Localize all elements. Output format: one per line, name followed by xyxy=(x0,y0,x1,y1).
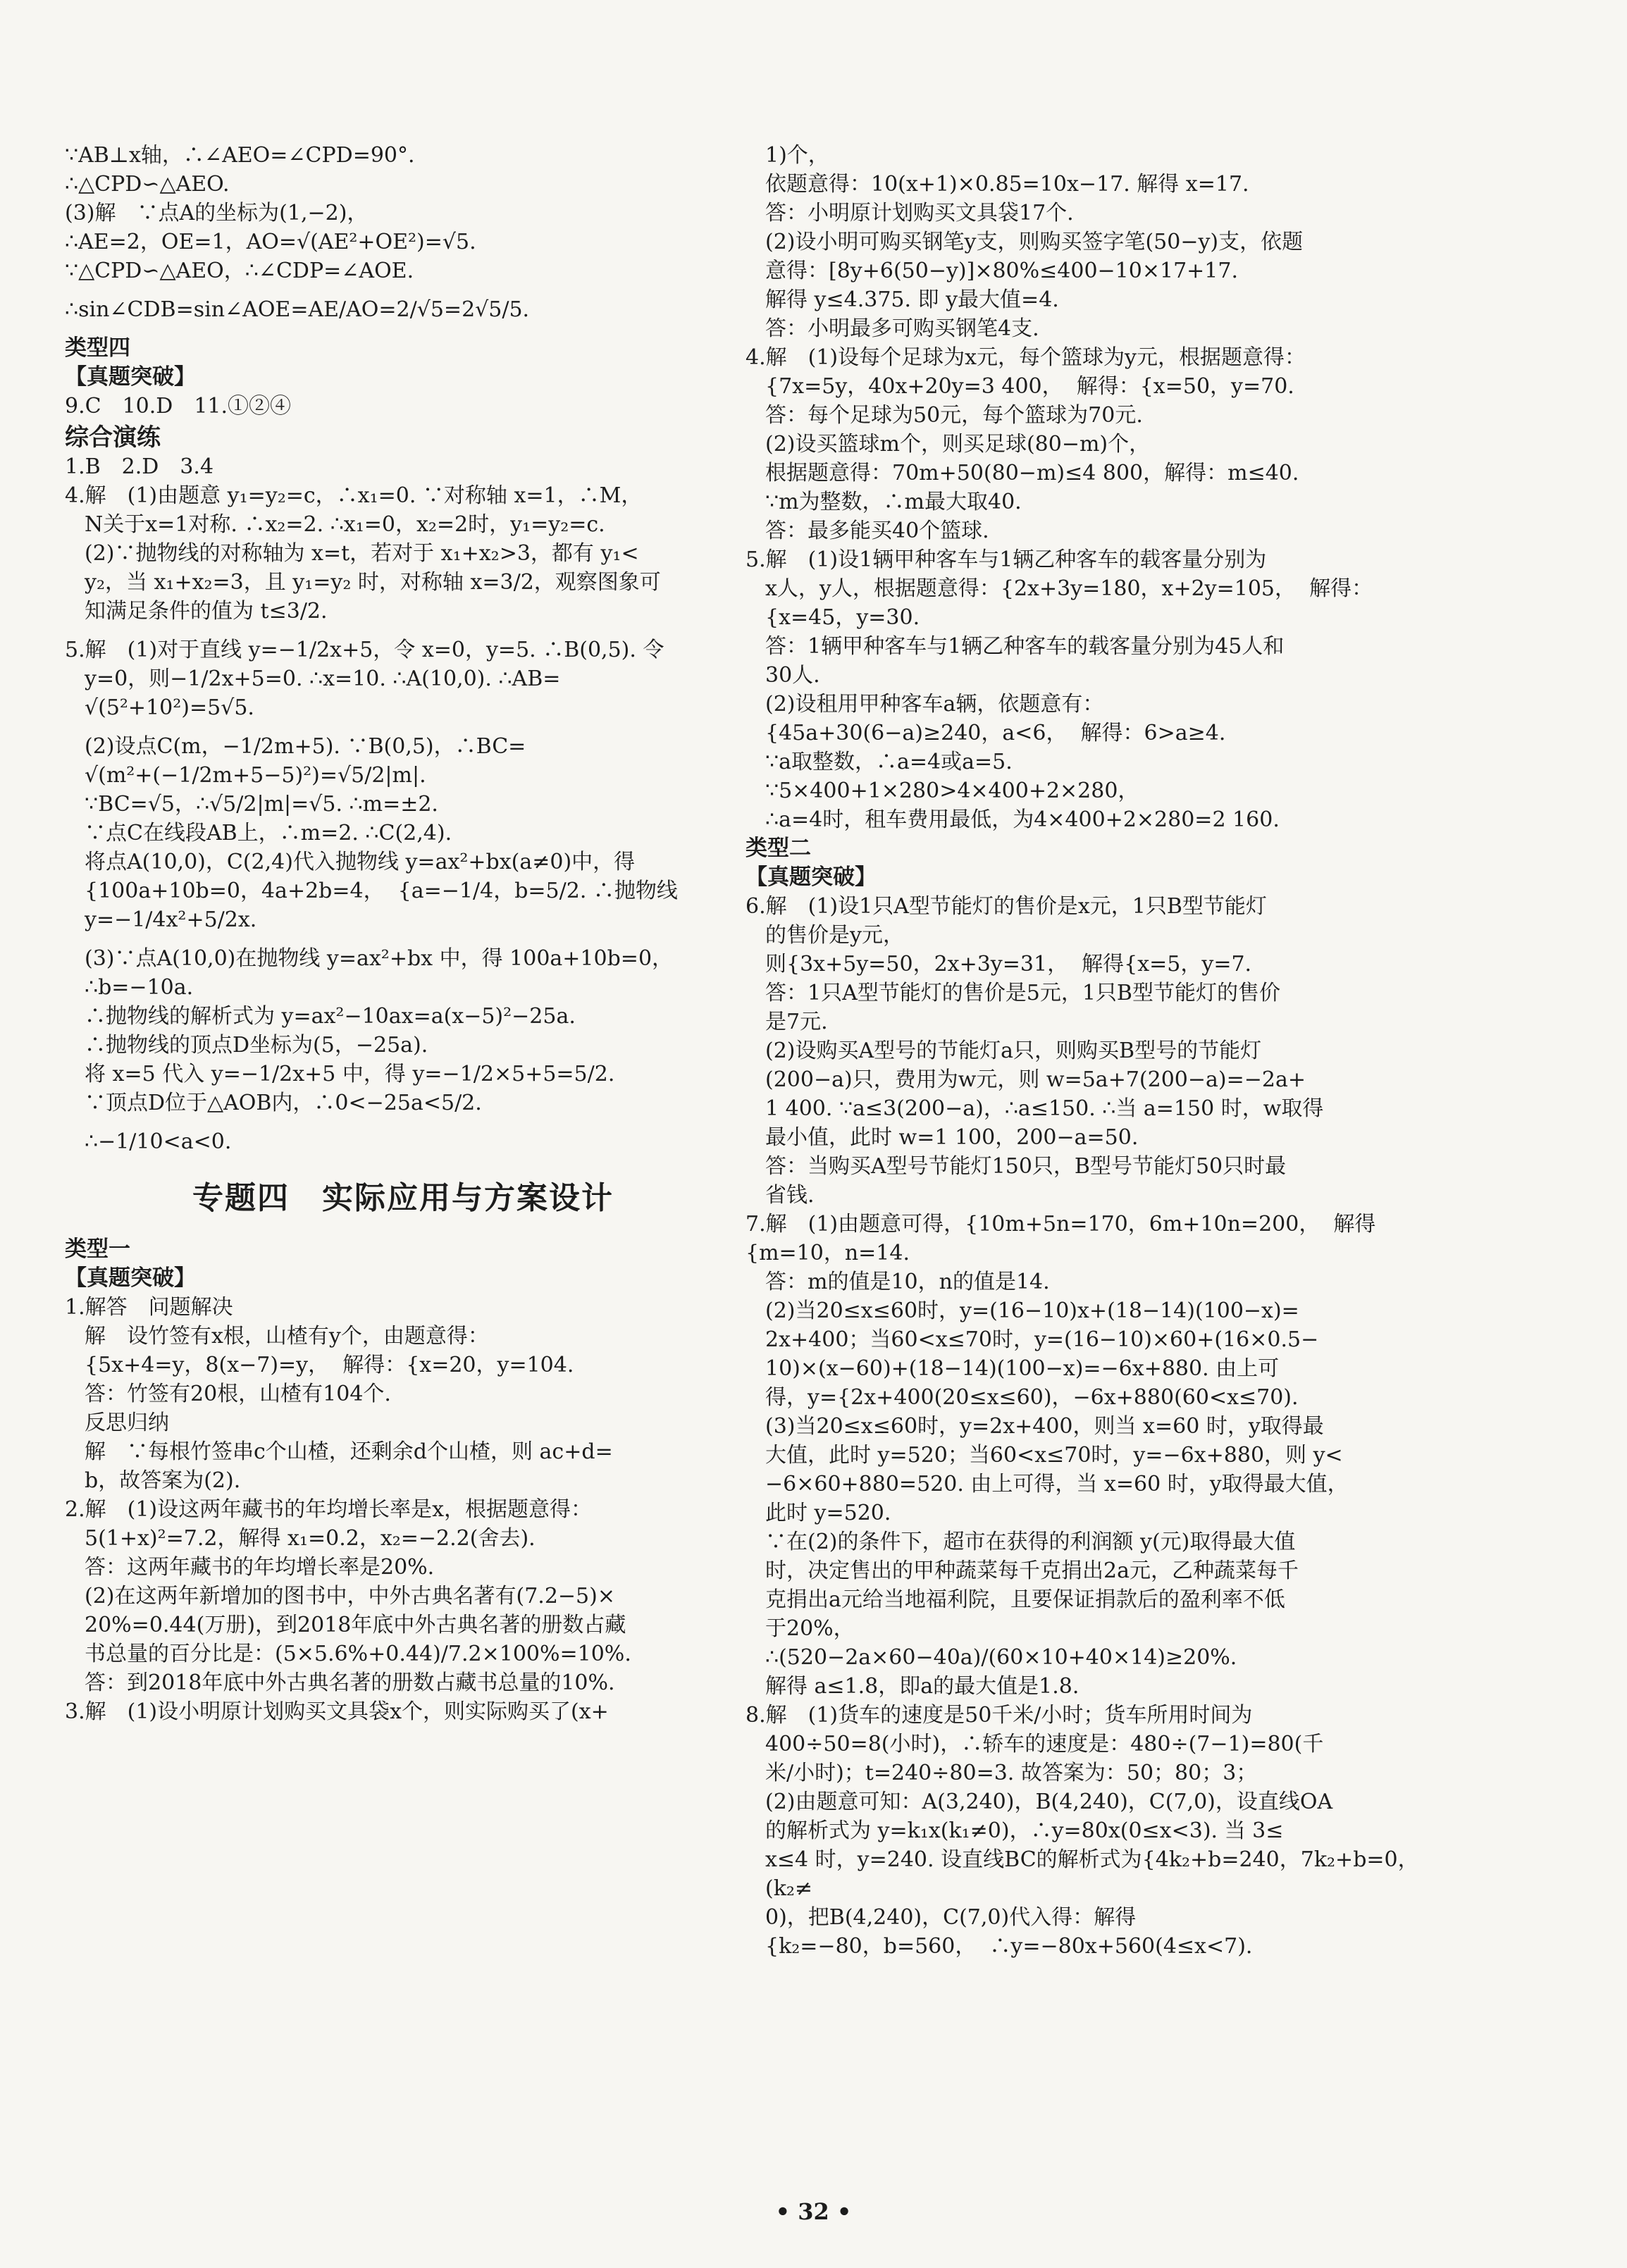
text-line: 答：最多能买40个篮球. xyxy=(765,519,989,543)
text-line: 米/小时)；t=240÷80=3. 故答案为：50；80；3； xyxy=(765,1761,1258,1785)
left-column-bottom xyxy=(65,1235,741,1726)
text-line: {100a+10b=0，4a+2b=4， {a=−1/4，b=5/2. ∴抛物线 y=−1/4x²+5/2x. xyxy=(85,879,685,932)
text-line: (200−a)只，费用为w元，则 w=5a+7(200−a)=−2a+ xyxy=(765,1067,1306,1092)
text-line: 大值，此时 y=520；当60<x≤70时，y=−6x+880，则 y< xyxy=(765,1443,1343,1468)
text-line: (2)在这两年新增加的图书中，中外古典名著有(7.2−5)× xyxy=(85,1584,615,1609)
text-line: ∴(520−2a×60−40a)/(60×10+40×14)≥20%. xyxy=(765,1645,1237,1670)
text-line: ∵AB⊥x轴，∴∠AEO=∠CPD=90°. xyxy=(65,143,415,168)
text-line: ∴AE=2，OE=1，AO=√(AE²+OE²)=√5. xyxy=(65,230,476,254)
text-line: {5x+4=y，8(x−7)=y， 解得：{x=20，y=104. xyxy=(85,1353,574,1377)
text-line: 此时 y=520. xyxy=(765,1501,891,1525)
text-line: ∵m为整数，∴m最大取40. xyxy=(765,490,1022,514)
right-column-content xyxy=(746,141,1422,1961)
text-line: ∵BC=√5，∴√5/2|m|=√5. ∴m=±2. xyxy=(85,792,438,817)
text-line: 解 ∵每根竹签串c个山楂，还剩余d个山楂，则 ac+d= xyxy=(85,1439,613,1464)
text-line: (2)设小明可购买钢笔y支，则购买签字笔(50−y)支，依题 xyxy=(765,230,1304,254)
text-line: ∵△CPD∽△AEO，∴∠CDP=∠AOE. xyxy=(65,259,414,283)
text-line: 5.解 (1)对于直线 y=−1/2x+5，令 x=0，y=5. ∴B(0,5). 令 xyxy=(65,638,664,662)
text-line: 3.解 (1)设小明原计划购买文具袋x个，则实际购买了(x+ xyxy=(65,1699,609,1724)
text-line: ∴抛物线的顶点D坐标为(5，−25a). xyxy=(85,1033,428,1058)
text-line: 解 设竹签有x根，山楂有y个，由题意得： xyxy=(85,1324,489,1349)
text-line: 30人. xyxy=(765,663,820,688)
text-line: 20%=0.44(万册)，到2018年底中外古典名著的册数占藏 xyxy=(85,1613,626,1637)
text-line: 是7元. xyxy=(765,1010,828,1034)
text-line: ∴△CPD∽△AEO. xyxy=(65,172,230,197)
text-line: 的解析式为 y=k₁x(k₁≠0)，∴y=80x(0≤x<3). 当 3≤ xyxy=(765,1818,1284,1843)
text-line: 1.解答 问题解决 xyxy=(65,1295,233,1320)
text-line: 得，y={2x+400(20≤x≤60)，−6x+880(60<x≤70). xyxy=(765,1385,1299,1410)
text-line: y=0，则−1/2x+5=0. ∴x=10. ∴A(10,0). ∴AB= xyxy=(85,667,561,691)
text-line: ∴sin∠CDB=sin∠AOE=AE/AO=2/√5=2√5/5. xyxy=(65,297,530,322)
text-line: 解得 a≤1.8，即a的最大值是1.8. xyxy=(765,1674,1079,1699)
left-column xyxy=(65,141,741,1726)
text-line: 答：1辆甲种客车与1辆乙种客车的载客量分别为45人和 xyxy=(765,634,1285,659)
text-line: 4.解 (1)由题意 y₁=y₂=c，∴x₁=0. ∵对称轴 x=1，∴M， xyxy=(65,483,643,508)
text-line: 将点A(10,0)，C(2,4)代入抛物线 y=ax²+bx(a≠0)中，得 xyxy=(85,850,636,874)
topic-title: 专题四 实际应用与方案设计 xyxy=(192,1180,614,1216)
text-line: ∵顶点D位于△AOB内，∴0<−25a<5/2. xyxy=(85,1091,482,1115)
text-line: 2.解 (1)设这两年藏书的年均增长率是x，根据题意得： xyxy=(65,1497,593,1522)
text-line: 则{3x+5y=50，2x+3y=31， 解得{x=5，y=7. xyxy=(765,952,1252,977)
text-line: 7.解 (1)由题意可得，{10m+5n=170，6m+10n=200， 解得{m=10，n=14. xyxy=(746,1212,1376,1265)
text-line: 意得：[8y+6(50−y)]×80%≤400−10×17+17. xyxy=(765,259,1239,283)
text-line: ∵5×400+1×280>4×400+2×280， xyxy=(765,779,1139,803)
text-line: 0)，把B(4,240)，C(7,0)代入得：解得 xyxy=(765,1905,1137,1930)
text-line: 答：m的值是10，n的值是14. xyxy=(765,1270,1050,1294)
text-line: (2)设点C(m，−1/2m+5). ∵B(0,5)，∴BC= xyxy=(85,734,526,759)
text-line: ∵点C在线段AB上，∴m=2. ∴C(2,4). xyxy=(85,821,452,845)
text-line: 答：每个足球为50元，每个篮球为70元. xyxy=(765,403,1143,428)
text-line: (3)解 ∵点A的坐标为(1,−2)， xyxy=(65,201,369,225)
text-line: 10)×(x−60)+(18−14)(100−x)=−6x+880. 由上可 xyxy=(765,1356,1280,1381)
text-line: {7x=5y，40x+20y=3 400， 解得：{x=50，y=70. xyxy=(765,374,1294,399)
text-line: ∴a=4时，租车费用最低，为4×400+2×280=2 160. xyxy=(765,807,1280,832)
text-line: {45a+30(6−a)≥240，a<6， 解得：6>a≥4. xyxy=(765,721,1226,745)
text-line: 类型二 xyxy=(746,836,811,861)
text-line: 最小值，此时 w=1 100，200−a=50. xyxy=(765,1125,1139,1150)
text-line: (2)当20≤x≤60时，y=(16−10)x+(18−14)(100−x)= xyxy=(765,1299,1299,1323)
text-line: 克捐出a元给当地福利院，且要保证捐款后的盈利率不低 xyxy=(765,1587,1285,1612)
text-line: −6×60+880=520. 由上可得，当 x=60 时，y取得最大值， xyxy=(765,1472,1349,1496)
text-line: 400÷50=8(小时)，∴轿车的速度是：480÷(7−1)=80(千 xyxy=(765,1732,1324,1756)
text-line: 4.解 (1)设每个足球为x元，每个篮球为y元，根据题意得： xyxy=(746,345,1306,370)
text-line: 书总量的百分比是：(5×5.6%+0.44)/7.2×100%=10%. xyxy=(85,1642,631,1666)
right-column xyxy=(746,141,1422,1961)
text-line: (2)∵抛物线的对称轴为 x=t，若对于 x₁+x₂>3，都有 y₁< xyxy=(85,541,639,566)
text-line: 答：竹签有20根，山楂有104个. xyxy=(85,1382,391,1406)
text-line: 答：这两年藏书的年均增长率是20%. xyxy=(85,1555,435,1580)
text-line: √(5²+10²)=5√5. xyxy=(85,695,254,720)
text-line: 综合演练 xyxy=(65,423,161,452)
text-line: ∵a取整数，∴a=4或a=5. xyxy=(765,750,1013,774)
text-line: 的售价是y元， xyxy=(765,923,904,948)
text-line: 省钱. xyxy=(765,1183,815,1208)
text-line: 9.C 10.D 11.①②④ xyxy=(65,394,292,419)
text-line: x人，y人，根据题意得：{2x+3y=180，x+2y=105， 解得：{x=45，y=30. xyxy=(765,576,1373,630)
text-line: 答：到2018年底中外古典名著的册数占藏书总量的10%. xyxy=(85,1671,615,1695)
text-line: (3)当20≤x≤60时，y=2x+400，则当 x=60 时，y取得最 xyxy=(765,1414,1324,1439)
text-line: ∴−1/10<a<0. xyxy=(85,1129,232,1154)
left-column-top xyxy=(65,141,741,1156)
text-line: (2)设购买A型号的节能灯a只，则购买B型号的节能灯 xyxy=(765,1039,1262,1063)
text-line: √(m²+(−1/2m+5−5)²)=√5/2|m|. xyxy=(85,763,426,788)
text-line: 答：小明原计划购买文具袋17个. xyxy=(765,201,1074,225)
text-line: 8.解 (1)货车的速度是50千米/小时；货车所用时间为 xyxy=(746,1703,1253,1728)
text-line: 1.B 2.D 3.4 xyxy=(65,454,214,479)
text-line: 根据题意得：70m+50(80−m)≤4 800，解得：m≤40. xyxy=(765,461,1299,485)
text-line: 5.解 (1)设1辆甲种客车与1辆乙种客车的载客量分别为 xyxy=(746,547,1267,572)
text-line: 将 x=5 代入 y=−1/2x+5 中，得 y=−1/2×5+5=5/2. xyxy=(85,1062,615,1086)
text-line: 【真题突破】 xyxy=(65,364,196,390)
text-line: (2)由题意可知：A(3,240)，B(4,240)，C(7,0)，设直线OA xyxy=(765,1790,1333,1814)
page-number: • 32 • xyxy=(775,2198,852,2225)
text-line: 于20%， xyxy=(765,1616,855,1641)
text-line: x≤4 时，y=240. 设直线BC的解析式为{4k₂+b=240，7k₂+b=0，(k₂≠ xyxy=(765,1847,1419,1901)
text-line: 2x+400；当60<x≤70时，y=(16−10)×60+(16×0.5− xyxy=(765,1327,1319,1352)
text-line: 答：小明最多可购买钢笔4支. xyxy=(765,316,1039,341)
text-line: 1)个， xyxy=(765,143,829,168)
text-line: 反思归纳 xyxy=(85,1411,169,1435)
text-line: N关于x=1对称. ∴x₂=2. ∴x₁=0，x₂=2时，y₁=y₂=c. xyxy=(85,512,605,537)
text-line: (3)∵点A(10,0)在抛物线 y=ax²+bx 中，得 100a+10b=0， xyxy=(85,946,674,971)
text-line: 6.解 (1)设1只A型节能灯的售价是x元，1只B型节能灯 xyxy=(746,894,1267,919)
text-line: 知满足条件的值为 t≤3/2. xyxy=(85,599,328,624)
text-line: b，故答案为(2). xyxy=(85,1468,241,1493)
text-line: (2)设租用甲种客车a辆，依题意有： xyxy=(765,692,1104,717)
text-line: 类型四 xyxy=(65,335,130,361)
text-line: y₂，当 x₁+x₂=3，且 y₁=y₂ 时，对称轴 x=3/2，观察图象可 xyxy=(85,570,661,595)
text-line: {k₂=−80，b=560， ∴y=−80x+560(4≤x<7). xyxy=(765,1934,1253,1959)
text-line: 解得 y≤4.375. 即 y最大值=4. xyxy=(765,287,1059,312)
text-line: 答：1只A型节能灯的售价是5元，1只B型节能灯的售价 xyxy=(765,981,1280,1005)
text-line: (2)设买篮球m个，则买足球(80−m)个， xyxy=(765,432,1151,457)
text-line: 依题意得：10(x+1)×0.85=10x−17. 解得 x=17. xyxy=(765,172,1249,197)
text-line: 答：当购买A型号节能灯150只，B型号节能灯50只时最 xyxy=(765,1154,1287,1179)
text-line: 时，决定售出的甲种蔬菜每千克捐出2a元，乙种蔬菜每千 xyxy=(765,1559,1299,1583)
text-line: 1 400. ∵a≤3(200−a)，∴a≤150. ∴当 a=150 时，w取得 xyxy=(765,1096,1324,1121)
text-line: 【真题突破】 xyxy=(65,1265,196,1291)
text-line: 5(1+x)²=7.2，解得 x₁=0.2，x₂=−2.2(舍去). xyxy=(85,1526,536,1551)
text-line: ∴b=−10a. xyxy=(85,975,194,1000)
text-line: 类型一 xyxy=(65,1237,130,1262)
text-line: 【真题突破】 xyxy=(746,865,877,890)
text-line: ∴抛物线的解析式为 y=ax²−10ax=a(x−5)²−25a. xyxy=(85,1004,576,1029)
text-line: ∵在(2)的条件下，超市在获得的利润额 y(元)取得最大值 xyxy=(765,1530,1296,1554)
